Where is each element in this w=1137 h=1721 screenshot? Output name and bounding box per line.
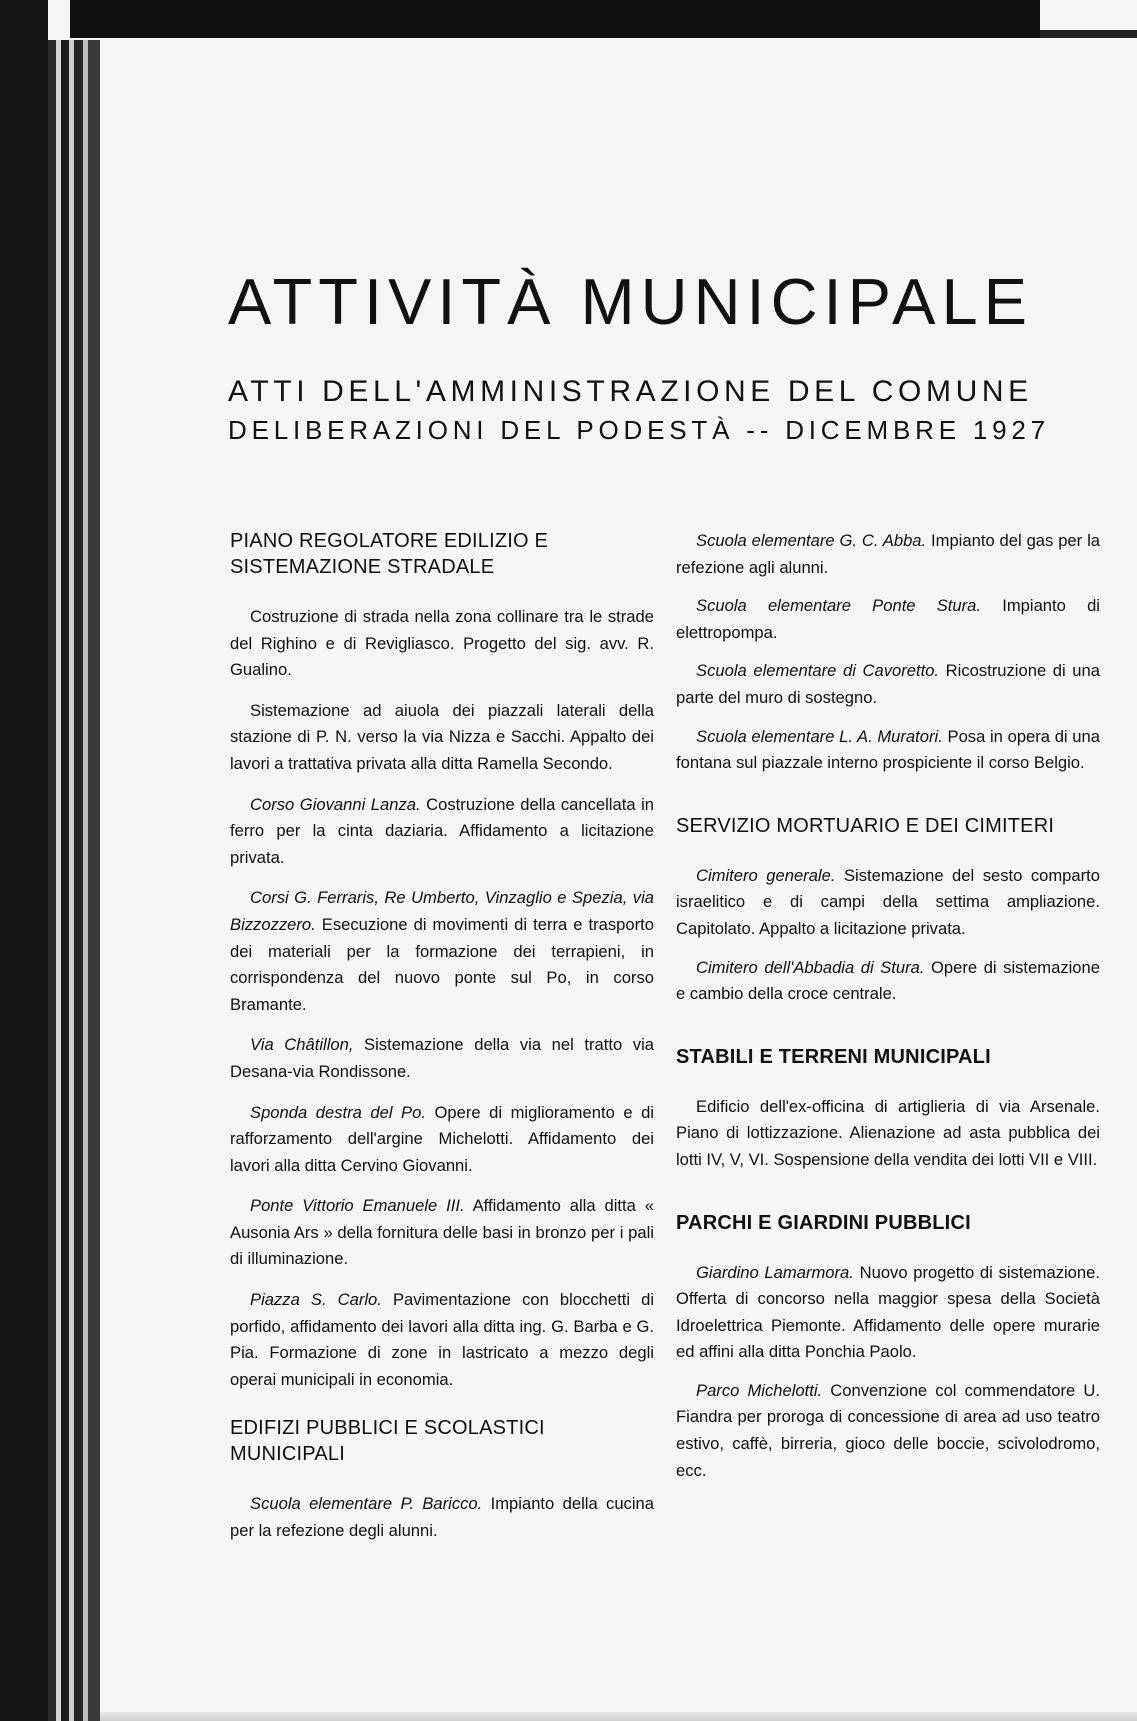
page-subtitle-date: DELIBERAZIONI DEL PODESTÀ -- DICEMBRE 1927	[228, 415, 1050, 445]
entry-paragraph	[676, 863, 1100, 943]
entry-lead: Via Châtillon,	[250, 1035, 354, 1055]
left-column	[230, 528, 654, 1559]
entry-lead: Scuola elementare P. Baricco.	[250, 1494, 483, 1514]
entry-text: Convenzione col commendatore U. Fiandra per proroga di concessione di area ad uso teatro estivo, caffè, birreria, gioco delle boccie, scivolodromo, ecc.	[676, 1380, 1100, 1480]
entry-paragraph	[676, 1260, 1100, 1366]
page-header	[228, 262, 1108, 446]
entry-lead: Sponda destra del Po.	[250, 1102, 426, 1122]
entry-lead: Ponte Vittorio Emanuele III.	[250, 1196, 465, 1216]
entry-text: Affidamento alla ditta « Ausonia Ars » della fornitura delle basi in bronzo per i pali di illuminazione.	[230, 1196, 655, 1269]
section-heading: SERVIZIO MORTUARIO E DEI CIMITERI	[676, 814, 1055, 837]
entry-text: Sistemazione del sesto comparto israelitico e di campi della settima ampliazione. Capitolato. Appalto a licitazione privata.	[676, 865, 1101, 938]
entry-paragraph	[676, 724, 1100, 777]
entry-paragraph	[676, 528, 1100, 581]
entry-paragraph	[230, 1491, 654, 1544]
entry-text: Costruzione della cancellata in ferro per la cinta daziaria. Affidamento a licitazione privata.	[230, 794, 654, 867]
book-spine-shadow	[0, 0, 48, 1721]
entry-paragraph	[676, 593, 1100, 646]
page-edge-stripe	[88, 40, 100, 1721]
page-edge-stripe	[61, 40, 69, 1721]
entry-lead: Parco Michelotti.	[696, 1380, 823, 1400]
section-heading: PARCHI E GIARDINI PUBBLICI	[676, 1211, 971, 1234]
page-edge-stripe	[74, 40, 83, 1721]
section-entries	[230, 1491, 654, 1544]
section-entries	[676, 863, 1100, 1008]
section-heading: STABILI E TERRENI MUNICIPALI	[676, 1045, 991, 1068]
page-edge-stripe	[48, 40, 56, 1721]
section-heading: EDIFIZI PUBBLICI E SCOLASTICI MUNICIPALI	[230, 1417, 545, 1466]
entry-text: Sistemazione ad aiuola dei piazzali laterali della stazione di P. N. verso la via Nizza e Sacchi. Appalto dei lavori a trattativa privata alla ditta Ramella Secondo.	[230, 700, 654, 773]
entry-lead: Scuola elementare di Cavoretto.	[696, 661, 940, 681]
entry-text: Pavimentazione con blocchetti di porfido, affidamento dei lavori alla ditta ing. G. Barba e G. Pia. Formazione di zone in lastricato a mezzo degli operai municipali in economia.	[230, 1290, 655, 1389]
entry-text: Opere di sistemazione e cambio della croce centrale.	[676, 957, 1100, 1004]
scan-top-border	[70, 0, 1040, 38]
entry-text: Edificio dell'ex-officina di artiglieria di via Arsenale. Piano di lottizzazione. Alienazione ad asta pubblica dei lotti IV, V, VI. Sospensione della vendita dei lotti VII e VIII.	[676, 1096, 1100, 1169]
section-entries	[676, 1260, 1100, 1485]
entry-text: Impianto del gas per la refezione agli alunni.	[676, 531, 1100, 577]
entry-paragraph	[230, 604, 654, 684]
entry-lead: Piazza S. Carlo.	[250, 1290, 382, 1310]
entry-paragraph	[676, 955, 1100, 1008]
section-entries	[676, 1094, 1100, 1174]
entry-paragraph	[230, 792, 654, 872]
entry-text: Impianto di elettropompa.	[676, 596, 1100, 642]
section-entries	[676, 528, 1100, 777]
entry-text: Ricostruzione di una parte del muro di sostegno.	[676, 661, 1100, 707]
entry-lead: Giardino Lamarmora.	[696, 1262, 854, 1282]
right-column	[676, 528, 1100, 1496]
entry-paragraph	[230, 1100, 654, 1180]
entry-paragraph	[230, 1032, 654, 1085]
entry-text: Posa in opera di una fontana sul piazzale interno prospiciente il corso Belgio.	[676, 726, 1100, 773]
entry-lead: Corso Giovanni Lanza.	[250, 794, 421, 814]
entry-text: Costruzione di strada nella zona collinare tra le strade del Righino e di Revigliasco. Progetto del sig. avv. R. Gualino.	[230, 607, 654, 680]
page-subtitle: ATTI DELL'AMMINISTRAZIONE DEL COMUNE	[228, 375, 1033, 408]
entry-lead: Scuola elementare G. C. Abba.	[696, 531, 927, 550]
entry-text: Sistemazione della via nel tratto via Desana-via Rondissone.	[230, 1035, 654, 1081]
entry-paragraph	[676, 658, 1100, 711]
entry-lead: Corsi G. Ferraris, Re Umberto, Vinzaglio e Spezia, via Bizzozzero.	[230, 888, 654, 934]
entry-lead: Cimitero generale.	[696, 865, 836, 885]
entry-paragraph	[230, 1193, 654, 1273]
entry-text: Impianto della cucina per la refezione degli alunni.	[230, 1494, 654, 1541]
entry-lead: Scuola elementare Ponte Stura.	[696, 596, 982, 616]
entry-paragraph	[230, 698, 654, 778]
entry-paragraph	[676, 1378, 1100, 1484]
entry-text: Esecuzione di movimenti di terra e trasporto dei materiali per la formazione dei terrapieni, in corrispondenza del nuovo ponte sul Po, in corso Bramante.	[230, 914, 654, 1014]
scan-bottom-shadow	[100, 1712, 1137, 1721]
entry-paragraph	[230, 1287, 654, 1393]
page-title: ATTIVITÀ MUNICIPALE	[228, 265, 1034, 338]
entry-text: Opere di miglioramento e di rafforzamento dell'argine Michelotti. Affidamento dei lavori alla ditta Cervino Giovanni.	[230, 1102, 654, 1175]
section-heading: PIANO REGOLATORE EDILIZIO E SISTEMAZIONE STRADALE	[230, 530, 549, 578]
section-entries	[230, 604, 654, 1393]
scan-top-border-edge	[1040, 30, 1137, 38]
entry-lead: Scuola elementare L. A. Muratori.	[696, 726, 943, 746]
entry-lead: Cimitero dell'Abbadia di Stura.	[696, 957, 925, 977]
entry-text: Nuovo progetto di sistemazione. Offerta di concorso nella maggior spesa della Società Idroelettrica Piemonte. Affidamento delle opere murarie ed affini alla ditta Ponchia Paolo.	[676, 1262, 1100, 1362]
entry-paragraph	[230, 885, 654, 1018]
entry-paragraph	[676, 1094, 1100, 1174]
